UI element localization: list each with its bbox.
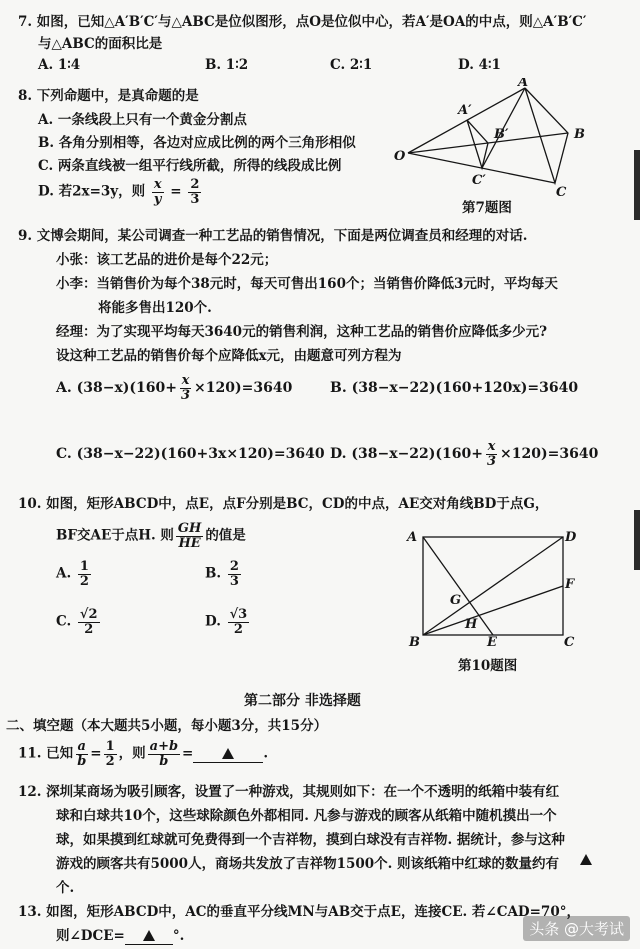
q10-option-d[interactable] (205, 608, 251, 636)
q8-option-a[interactable]: A. 一条线段上只有一个黄金分割点 (38, 112, 247, 128)
q10-ratio-fraction: $\frac{GH}{HE}$ (177, 521, 202, 551)
q10-option-b-fraction: $\frac{2}{3}$ (229, 559, 239, 589)
part2-section-heading: 二、填空题（本大题共5小题，每小题3分，共15分） (6, 718, 328, 734)
q10-option-a-label: A. (56, 565, 72, 582)
q10-option-d-fraction: $\frac{√3}{2}$ (229, 607, 248, 637)
q8-option-d[interactable] (38, 178, 203, 206)
q11-given-eq: = (90, 745, 102, 762)
edge-scan-mark (634, 510, 640, 570)
q13-line2-pre: 则∠DCE= (56, 928, 125, 944)
edge-scan-mark (634, 150, 640, 220)
q11 (18, 740, 268, 768)
q13-line1: 13. 如图，矩形ABCD中，AC的垂直平分线MN与AB交于点E，连接CE. 若∠CAD=70°， (18, 904, 580, 920)
q9-option-a-post: ×120)=3640 (194, 380, 293, 397)
q10-label-B: B (409, 635, 420, 650)
q9-option-a-fraction: $\frac{x}{3}$ (181, 373, 191, 403)
q12-line1: 12. 深圳某商场为吸引顾客，设置了一种游戏，其规则如下：在一个不透明的纸箱中装有红 (18, 784, 560, 800)
q11-given-fraction: $\frac{a}{b}$ (77, 739, 87, 769)
q9-manager: 经理：为了实现平均每天3640元的销售利润，这种工艺品的销售价应降低多少元? (56, 324, 547, 340)
q7-label-B: B (574, 127, 585, 142)
q9-option-c[interactable]: C. (38−x−22)(160+3x×120)=3640 (56, 446, 325, 462)
q11-prefix: 11. 已知 (18, 745, 74, 762)
q11-ask-fraction: $\frac{a+b}{b}$ (149, 739, 179, 769)
q7-option-d[interactable]: D. 4∶1 (458, 57, 501, 73)
q7-label-C: C (556, 185, 567, 200)
q13-line2 (56, 924, 184, 945)
q7-label-C1: C′ (472, 173, 486, 188)
triangle-icon (580, 854, 592, 865)
q10-option-a-fraction: $\frac{1}{2}$ (79, 559, 89, 589)
q11-end: . (263, 745, 269, 762)
q12-answer-blank[interactable] (580, 852, 592, 868)
q7-stem-line1: 7. 如图，已知△A′B′C′与△ABC是位似图形，点O是位似中心，若A′是OA的中点，则△A′B′C′ (18, 14, 587, 30)
q9-setup: 设这种工艺品的销售价每个应降低x元，由题意可列方程为 (56, 348, 402, 364)
q10-option-b-label: B. (205, 565, 222, 582)
q8-option-d-lhs-fraction: $\frac{x}{y}$ (153, 177, 162, 207)
q7-option-b[interactable]: B. 1∶2 (205, 57, 249, 73)
q10-option-c[interactable] (56, 608, 102, 636)
q10-option-b[interactable] (205, 560, 243, 588)
triangle-icon (222, 748, 234, 759)
q8-stem: 8. 下列命题中，是真命题的是 (18, 88, 199, 104)
q9-option-b[interactable]: B. (38−x−22)(160+120x)=3640 (330, 380, 579, 396)
watermark-label: 头条 @大考试 (523, 916, 630, 941)
q9-option-d-post: ×120)=3640 (500, 446, 599, 463)
q9-stem: 9. 文博会期间，某公司调查一种工艺品的销售情况，下面是两位调查员和经理的对话. (18, 228, 528, 244)
q7-label-A1: A′ (458, 103, 472, 118)
q10-label-A: A (407, 530, 418, 545)
q13-answer-blank[interactable] (125, 928, 173, 945)
q10-label-G: G (450, 593, 462, 608)
q10-stem-line1: 10. 如图，矩形ABCD中，点E，点F分别是BC，CD的中点，AE交对角线BD于点G， (18, 496, 549, 512)
q10-stem-line2 (56, 522, 246, 550)
q7-label-O: O (394, 149, 406, 164)
q10-label-C: C (564, 635, 575, 650)
q12-line5: 个. (56, 880, 75, 896)
q7-option-a[interactable]: A. 1∶4 (38, 57, 81, 73)
q8-option-c[interactable]: C. 两条直线被一组平行线所截，所得的线段成比例 (38, 158, 342, 174)
q10-figure-caption: 第10题图 (458, 658, 518, 674)
q10-figure (403, 525, 588, 654)
q10-stem-line2-post: 的值是 (205, 527, 246, 544)
q7-label-B1: B′ (494, 127, 509, 142)
q8-option-d-equals: = (170, 183, 182, 200)
q11-suffix: = (182, 745, 194, 762)
q10-stem-line2-pre: BF交AE于点H. 则 (56, 527, 174, 544)
q7-figure-caption: 第7题图 (462, 200, 512, 216)
q11-mid: ，则 (118, 745, 146, 762)
q8-option-d-prefix: D. 若2x=3y，则 (38, 183, 146, 200)
q8-option-b[interactable]: B. 各角分别相等，各边对应成比例的两个三角形相似 (38, 135, 356, 151)
q10-label-D: D (565, 530, 577, 545)
q10-option-c-label: C. (56, 613, 72, 630)
q12-line3: 球，如果摸到红球就可免费得到一个吉祥物，摸到白球没有吉祥物. 据统计，参与这种 (56, 832, 565, 848)
part2-title: 第二部分 非选择题 (244, 693, 361, 709)
q9-option-a[interactable] (56, 374, 292, 402)
q8-option-d-rhs-fraction: $\frac{2}{3}$ (190, 177, 200, 207)
q10-option-c-fraction: $\frac{√2}{2}$ (79, 607, 98, 637)
q7-stem-line2: 与△ABC的面积比是 (38, 36, 163, 52)
q11-answer-blank[interactable] (193, 746, 263, 763)
q9-option-d-pre: D. (38−x−22)(160+ (330, 446, 483, 463)
q13-line2-post: °. (172, 928, 185, 944)
q7-label-A: A (518, 78, 529, 90)
q9-xiaoli-line2: 将能多售出120个. (98, 300, 212, 316)
q11-given-rhs-fraction: $\frac{1}{2}$ (105, 739, 115, 769)
triangle-icon (143, 930, 155, 941)
q10-option-d-label: D. (205, 613, 221, 630)
q10-label-H: H (465, 617, 478, 632)
q9-option-d-fraction: $\frac{x}{3}$ (487, 439, 497, 469)
q9-xiaozhang: 小张：该工艺品的进价是每个22元； (56, 252, 278, 268)
q10-label-F: F (565, 577, 575, 592)
q9-option-d[interactable] (330, 440, 598, 468)
q9-option-a-pre: A. (38−x)(160+ (56, 380, 177, 397)
q9-xiaoli-line1: 小李：当销售价为每个38元时，每天可售出160个；当销售价降低3元时，平均每天 (56, 276, 558, 292)
q12-line4: 游戏的顾客共有5000人，商场共发放了吉祥物1500个. 则该纸箱中红球的数量约有 (56, 856, 560, 872)
q10-label-E: E (487, 635, 497, 650)
q7-option-c[interactable]: C. 2∶1 (330, 57, 373, 73)
q7-figure (390, 78, 595, 212)
q12-line2: 球和白球共10个，这些球除颜色外都相同. 凡参与游戏的顾客从纸箱中随机摸出一个 (56, 808, 557, 824)
q10-option-a[interactable] (56, 560, 93, 588)
